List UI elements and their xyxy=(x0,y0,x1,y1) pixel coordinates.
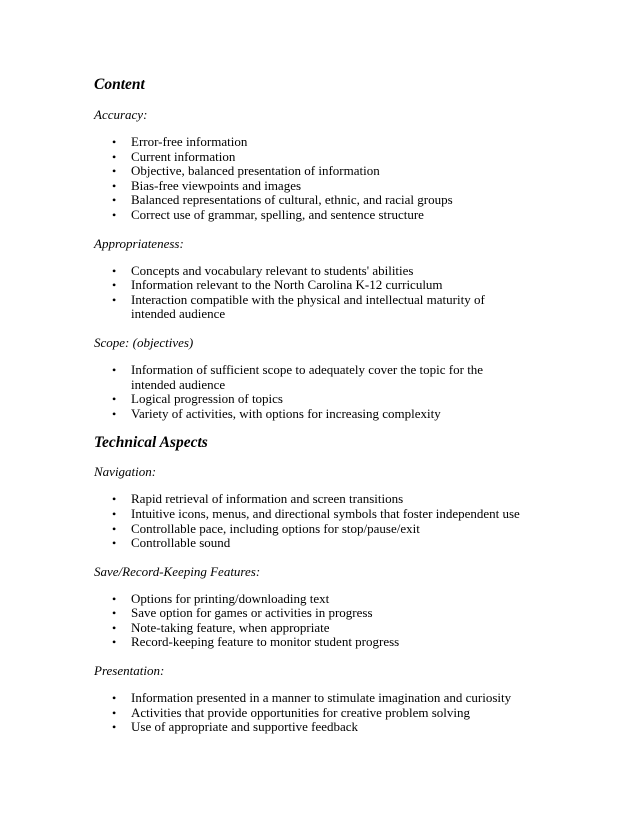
bullet-icon: • xyxy=(112,292,117,307)
bullet-icon: • xyxy=(112,606,117,621)
subheading-save-record-keeping: Save/Record-Keeping Features: xyxy=(94,563,261,579)
list-item xyxy=(94,293,521,322)
section-heading-content: Content xyxy=(94,76,145,93)
list-item-text: Objective, balanced presentation of information xyxy=(131,163,380,179)
bullet-icon: • xyxy=(112,506,117,521)
list-item-text: Record-keeping feature to monitor student progress xyxy=(131,634,400,650)
bullet-icon: • xyxy=(112,392,117,407)
list-item xyxy=(94,621,521,636)
list-item-text: Intuitive icons, menus, and directional symbols that foster independent use xyxy=(131,505,520,521)
list-item xyxy=(94,264,521,279)
list-item xyxy=(94,135,521,150)
list-item-text: Activities that provide opportunities for creative problem solving xyxy=(131,704,471,720)
list-item-text: Interaction compatible with the physical and intellectual maturity of intended audience xyxy=(131,291,485,322)
bullet-icon: • xyxy=(112,635,117,650)
list-item xyxy=(94,164,521,179)
list-item-text: Error-free information xyxy=(131,134,248,149)
bullet-icon: • xyxy=(112,591,117,606)
bullet-icon: • xyxy=(112,135,117,149)
list-item-text: Options for printing/downloading text xyxy=(131,590,330,606)
list-item xyxy=(94,691,521,706)
list-item xyxy=(94,522,521,537)
bullet-icon: • xyxy=(112,691,117,706)
bullet-icon: • xyxy=(112,178,117,193)
list-item-text: Logical progression of topics xyxy=(131,391,283,407)
bullet-icon: • xyxy=(112,207,117,222)
list-item-text: Note-taking feature, when appropriate xyxy=(131,619,330,635)
list-item-text: Variety of activities, with options for increasing complexity xyxy=(131,405,441,421)
list-item xyxy=(94,720,521,735)
list-item xyxy=(94,193,521,208)
list-item xyxy=(94,536,521,551)
bullet-icon: • xyxy=(112,193,117,208)
list-item-text: Rapid retrieval of information and screen transitions xyxy=(131,491,404,507)
list-item xyxy=(94,278,521,293)
subheading-appropriateness: Appropriateness: xyxy=(94,235,184,251)
bullet-icon: • xyxy=(112,620,117,635)
bullet-icon: • xyxy=(112,705,117,720)
bullet-icon: • xyxy=(112,492,117,507)
list-item xyxy=(94,606,521,621)
subheading-accuracy: Accuracy: xyxy=(94,107,148,122)
list-item-text: Controllable pace, including options for stop/pause/exit xyxy=(131,520,420,536)
bullet-icon: • xyxy=(112,720,117,735)
subheading-scope: Scope: (objectives) xyxy=(94,334,194,350)
bullet-icon: • xyxy=(112,362,117,377)
bullet-icon: • xyxy=(112,149,117,164)
list-item xyxy=(94,179,521,194)
list-item xyxy=(94,592,521,607)
list-item xyxy=(94,492,521,507)
bullet-icon: • xyxy=(112,164,117,179)
accuracy-list xyxy=(94,135,578,223)
bullet-icon: • xyxy=(112,406,117,421)
list-item xyxy=(94,392,521,407)
list-item-text: Bias-free viewpoints and images xyxy=(131,177,302,193)
list-item-text: Save option for games or activities in progress xyxy=(131,605,373,621)
save-record-keeping-list xyxy=(94,592,578,650)
list-item-text: Correct use of grammar, spelling, and sentence structure xyxy=(131,206,424,222)
section-heading-technical-aspects: Technical Aspects xyxy=(94,434,208,452)
navigation-list xyxy=(94,492,578,550)
bullet-icon: • xyxy=(112,536,117,551)
list-item xyxy=(94,635,521,650)
list-item-text: Information relevant to the North Carolina K-12 curriculum xyxy=(131,277,443,293)
list-item-text: Concepts and vocabulary relevant to students' abilities xyxy=(131,262,414,278)
appropriateness-list xyxy=(94,264,578,322)
list-item xyxy=(94,706,521,721)
list-item-text: Information of sufficient scope to adequately cover the topic for the intended audience xyxy=(131,361,484,392)
list-item xyxy=(94,507,521,522)
list-item-text: Balanced representations of cultural, ethnic, and racial groups xyxy=(131,192,453,208)
list-item-text: Current information xyxy=(131,148,236,164)
list-item-text: Use of appropriate and supportive feedback xyxy=(131,719,359,735)
list-item xyxy=(94,150,521,165)
list-item xyxy=(94,208,521,223)
bullet-icon: • xyxy=(112,521,117,536)
list-item xyxy=(94,407,521,422)
subheading-presentation: Presentation: xyxy=(94,663,165,679)
scope-list xyxy=(94,363,578,421)
list-item-text: Controllable sound xyxy=(131,535,231,551)
bullet-icon: • xyxy=(112,263,117,278)
list-item-text: Information presented in a manner to stimulate imagination and curiosity xyxy=(131,690,512,706)
bullet-icon: • xyxy=(112,278,117,293)
list-item xyxy=(94,363,521,392)
subheading-navigation: Navigation: xyxy=(94,464,157,480)
presentation-list xyxy=(94,691,578,735)
